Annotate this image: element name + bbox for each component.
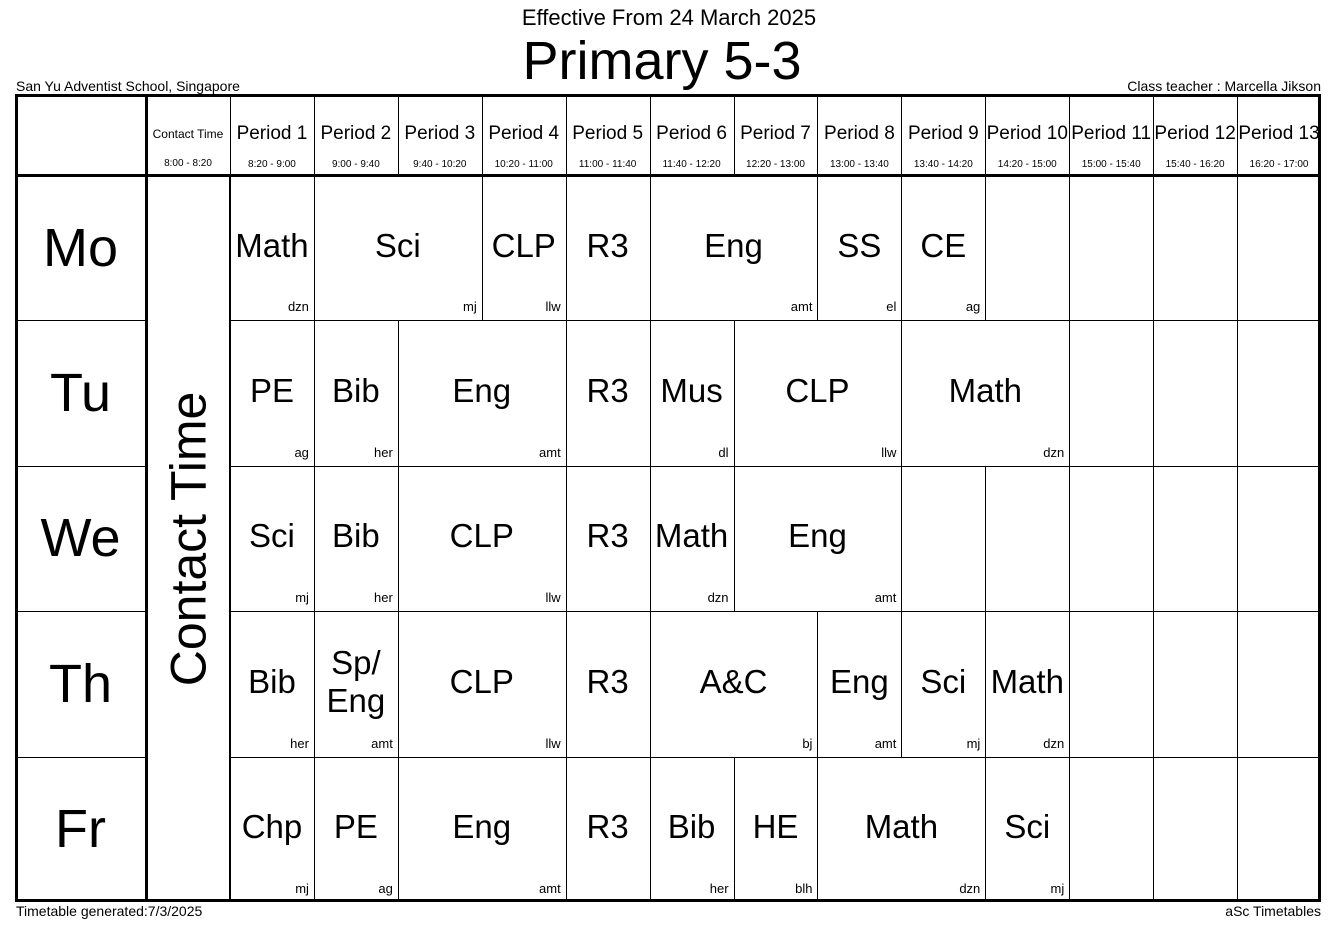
period-header-name: Period 11 xyxy=(1071,123,1152,144)
day-label: Tu xyxy=(49,363,111,424)
lesson-teacher: her xyxy=(374,590,393,606)
contact-time-header: Contact Time xyxy=(152,127,224,141)
cell-divider xyxy=(1153,175,1154,320)
cell-divider xyxy=(1237,466,1238,611)
period-header-time: 14:20 - 15:00 xyxy=(997,158,1057,170)
lesson-subject: Math xyxy=(990,662,1064,700)
lesson-teacher: dzn xyxy=(959,881,981,896)
lesson-subject: PE xyxy=(249,372,294,410)
lesson-subject: Eng xyxy=(704,226,763,264)
period-header-time: 13:40 - 14:20 xyxy=(913,158,973,170)
period-header-time: 13:00 - 13:40 xyxy=(829,158,889,170)
cell-divider xyxy=(1237,757,1238,902)
lesson-subject: Chp xyxy=(241,808,303,846)
period-header-name: Period 13 xyxy=(1238,123,1320,144)
lesson-teacher: ag xyxy=(294,444,309,460)
period-header-name: Period 7 xyxy=(740,123,811,144)
cell-divider xyxy=(1153,320,1154,465)
lesson-subject: Sci xyxy=(249,517,295,555)
period-header-time: 8:20 - 9:00 xyxy=(248,158,296,170)
lesson-subject: R3 xyxy=(586,662,629,700)
header-col-line xyxy=(482,94,483,175)
page-title: Primary 5-3 xyxy=(522,31,802,91)
day-label: Fr xyxy=(55,799,106,860)
lesson-subject: Sp/ Eng xyxy=(326,643,386,719)
header-col-line xyxy=(1153,94,1154,175)
cell-divider xyxy=(1237,175,1238,320)
grid-border-top xyxy=(15,94,1321,97)
lesson-subject: A&C xyxy=(699,662,768,700)
period-header-name: Period 3 xyxy=(404,123,476,144)
lesson-subject: Bib xyxy=(332,372,380,410)
period-header-time: 11:00 - 11:40 xyxy=(578,158,637,170)
header-col-line xyxy=(398,94,399,175)
lesson-subject: Math xyxy=(948,372,1022,410)
period-header-time: 15:00 - 15:40 xyxy=(1081,158,1141,170)
lesson-teacher: el xyxy=(886,299,897,315)
header-col-line xyxy=(1069,94,1070,175)
lesson-subject: Bib xyxy=(248,662,296,700)
lesson-subject: R3 xyxy=(586,226,629,264)
lesson-subject: Math xyxy=(654,517,729,555)
cell-divider xyxy=(1153,757,1154,902)
lesson-teacher: mj xyxy=(966,735,981,751)
period-header-name: Period 12 xyxy=(1154,123,1236,144)
period-header-time: 11:40 - 12:20 xyxy=(662,158,721,170)
lesson-teacher: llw xyxy=(881,444,897,460)
cell-divider xyxy=(1069,175,1070,320)
lesson-subject: R3 xyxy=(586,517,629,555)
lesson-teacher: amt xyxy=(874,590,897,606)
lesson-subject: Eng xyxy=(830,662,889,700)
lesson-subject: Sci xyxy=(374,226,421,264)
lesson-subject: CLP xyxy=(491,226,556,264)
lesson-subject: Sci xyxy=(1004,808,1051,846)
lesson-subject: R3 xyxy=(586,372,629,410)
lesson-teacher: llw xyxy=(545,590,561,606)
lesson-subject: HE xyxy=(752,808,799,846)
lesson-teacher: dzn xyxy=(1043,735,1065,751)
cell-divider xyxy=(1069,320,1070,465)
lesson-subject: Eng xyxy=(452,372,512,410)
period-header-name: Period 1 xyxy=(236,123,308,144)
lesson-teacher: amt xyxy=(539,881,561,896)
lesson-teacher: blh xyxy=(795,881,813,896)
period-header-time: 16:20 - 17:00 xyxy=(1249,158,1309,170)
lesson-teacher: her xyxy=(290,735,309,751)
period-header-time: 9:40 - 10:20 xyxy=(413,158,467,170)
lesson-subject: CLP xyxy=(449,662,514,700)
lesson-teacher: llw xyxy=(545,735,561,751)
timetable-grid xyxy=(15,94,1321,902)
cell-divider xyxy=(1153,466,1154,611)
day-label: Th xyxy=(48,653,113,714)
lesson-subject: R3 xyxy=(586,808,629,846)
timetable-effective-date: Effective From 24 March 2025 xyxy=(521,5,817,30)
cell-divider xyxy=(1237,320,1238,465)
lesson-teacher: her xyxy=(374,444,393,460)
lesson-teacher: dl xyxy=(718,444,729,460)
cell-divider xyxy=(901,466,902,611)
lesson-teacher: dzn xyxy=(707,590,729,606)
period-header-name: Period 10 xyxy=(986,123,1068,144)
contact-time-range: 8:00 - 8:20 xyxy=(164,157,212,169)
cell-divider xyxy=(1069,466,1070,611)
period-header-name: Period 5 xyxy=(572,123,644,144)
header-col-line xyxy=(985,94,986,175)
period-header-time: 9:00 - 9:40 xyxy=(331,158,380,170)
period-header-time: 10:20 - 11:00 xyxy=(494,158,553,170)
lesson-subject: Mus xyxy=(660,372,723,410)
lesson-teacher: mj xyxy=(295,590,309,606)
lesson-teacher: amt xyxy=(790,299,813,315)
lesson-subject: CLP xyxy=(785,372,850,410)
period-header-name: Period 9 xyxy=(907,123,979,144)
period-header-name: Period 8 xyxy=(824,123,895,144)
header-col-line xyxy=(901,94,902,175)
lesson-subject: Eng xyxy=(788,517,847,555)
cell-divider xyxy=(1069,611,1070,756)
lesson-subject: Math xyxy=(235,226,309,264)
header-col-line xyxy=(650,94,651,175)
lesson-teacher: mj xyxy=(295,881,309,896)
header-col-line xyxy=(1237,94,1238,175)
lesson-teacher: amt xyxy=(371,735,393,751)
lesson-subject: PE xyxy=(333,808,378,846)
header-col-line xyxy=(314,94,315,175)
lesson-subject: Eng xyxy=(452,808,512,846)
lesson-teacher: dzn xyxy=(287,299,309,315)
grid-border-right xyxy=(1318,94,1321,902)
cell-divider xyxy=(985,175,986,320)
lesson-teacher: amt xyxy=(874,735,897,751)
header-col-line xyxy=(566,94,567,175)
cell-divider xyxy=(1069,757,1070,902)
header-col-line xyxy=(734,94,735,175)
lesson-subject: Math xyxy=(864,808,939,846)
cell-divider xyxy=(1237,611,1238,756)
lesson-teacher: mj xyxy=(463,299,477,315)
day-label: We xyxy=(40,508,121,569)
period-header-name: Period 6 xyxy=(656,123,727,144)
lesson-teacher: ag xyxy=(378,881,393,896)
cell-divider xyxy=(985,466,986,611)
cell-divider xyxy=(1153,611,1154,756)
period-header-time: 12:20 - 13:00 xyxy=(746,158,805,170)
generated-date: Timetable generated:7/3/2025 xyxy=(16,903,203,919)
period-header-name: Period 2 xyxy=(320,123,392,144)
lesson-teacher: bj xyxy=(802,735,813,751)
lesson-teacher: dzn xyxy=(1043,444,1065,460)
period-header-time: 15:40 - 16:20 xyxy=(1165,158,1225,170)
lesson-subject: Bib xyxy=(332,517,380,555)
day-label: Mo xyxy=(42,217,118,278)
period-header-name: Period 4 xyxy=(488,123,560,144)
lesson-subject: Sci xyxy=(920,662,967,700)
header-col-line xyxy=(817,94,818,175)
lesson-subject: CE xyxy=(920,226,967,264)
lesson-subject: Bib xyxy=(667,808,716,846)
lesson-teacher: mj xyxy=(1050,881,1065,896)
class-teacher: Class teacher : Marcella Jikson xyxy=(1127,78,1321,94)
lesson-teacher: her xyxy=(709,881,729,896)
lesson-teacher: ag xyxy=(965,299,981,315)
vendor-credit: aSc Timetables xyxy=(1225,903,1321,919)
lesson-teacher: amt xyxy=(539,444,561,460)
lesson-subject: SS xyxy=(837,226,882,264)
school-name: San Yu Adventist School, Singapore xyxy=(16,78,240,94)
lesson-teacher: llw xyxy=(545,299,561,315)
lesson-subject: CLP xyxy=(449,517,514,555)
contact-time-vertical-label: Contact Time xyxy=(160,391,216,686)
